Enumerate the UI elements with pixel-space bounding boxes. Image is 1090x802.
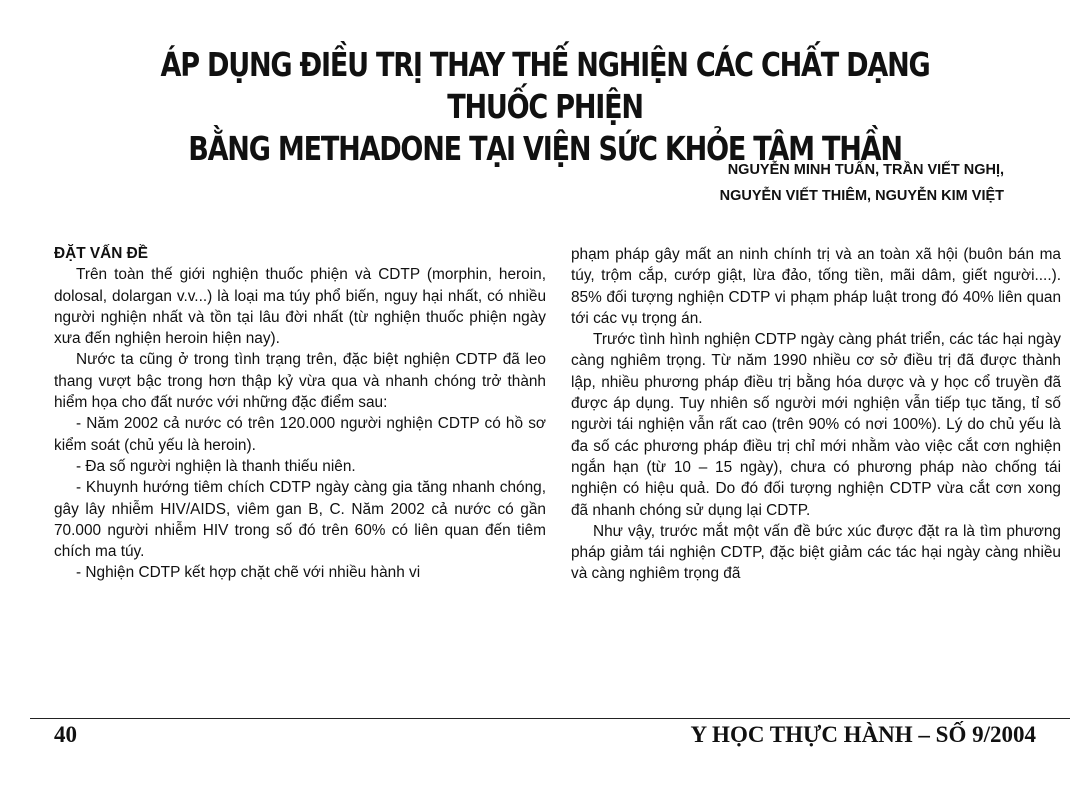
journal-name: Y HỌC THỰC HÀNH – SỐ 9/2004	[690, 722, 1036, 747]
paragraph: Như vậy, trước mắt một vấn đề bức xúc được đặt ra là tìm phương pháp giảm tái nghiện CDTP, đặc biệt giảm các tác hại ngày càng nhiều và càng nghiêm trọng đã	[571, 522, 1061, 583]
authors-line-2: NGUYỄN VIẾT THIÊM, NGUYỄN KIM VIỆT	[719, 188, 1004, 204]
section-heading: ĐẶT VẤN ĐỀ	[54, 245, 149, 262]
paragraph: Trước tình hình nghiện CDTP ngày càng phát triển, các tác hại ngày càng nghiêm trọng. Từ năm 1990 nhiều cơ sở điều trị đã được thành lập, nhiều phương pháp điều trị bằng hóa dược và y học cổ truyền đã được áp dụng. Tuy nhiên số người mới nghiện vẫn tiếp tục tăng, tỉ số người tái nghiện vẫn rất cao (trên 90% có nơi 100%). Lý do chủ yếu là đa số các phương pháp điều trị chỉ mới nhằm vào việc cắt cơn nghiện ngắn hạn (từ 10 – 15 ngày), chưa có phương pháp nào chống tái nghiện có hiệu quả. Do đó đối tượng nghiện CDTP vừa cắt cơn xong đã nhanh chóng sử dụng lại CDTP.	[571, 331, 1061, 519]
left-column	[54, 243, 546, 584]
paragraph: Trên toàn thế giới nghiện thuốc phiện và CDTP (morphin, heroin, dolosal, dolargan v.v...) là loại ma túy phổ biến, nguy hại nhất, có nhiều người nghiện nhất và tồn tại lâu đời nhất (từ nghiện thuốc phiện ngày xưa đến nghiện heroin hiện nay).	[54, 266, 546, 348]
list-item: - Năm 2002 cả nước có trên 120.000 người nghiện CDTP có hồ sơ kiểm soát (chủ yếu là heroin).	[54, 415, 546, 454]
authors-line-1: NGUYỄN MINH TUẤN, TRẦN VIẾT NGHỊ,	[727, 162, 1004, 178]
paragraph-continuation: phạm pháp gây mất an ninh chính trị và an toàn xã hội (buôn bán ma túy, trộm cắp, cướp giật, lừa đảo, tống tiền, mãi dâm, giết người....). 85% đối tượng nghiện CDTP vi phạm pháp luật trong đó 40% liên quan tới các vụ trọng án.	[571, 246, 1061, 327]
title-line-2: BẰNG METHADONE TẠI VIỆN SỨC KHỎE TÂM THẦN	[188, 129, 902, 168]
list-item: - Đa số người nghiện là thanh thiếu niên.	[76, 457, 356, 475]
list-item: - Nghiện CDTP kết hợp chặt chẽ với nhiều hành vi	[76, 564, 421, 582]
authors	[720, 157, 1004, 209]
right-column	[571, 244, 1061, 585]
list-item: - Khuynh hướng tiêm chích CDTP ngày càng gia tăng nhanh chóng, gây lây nhiễm HIV/AIDS, viêm gan B, C. Năm 2002 cả nước có gần 70.000 người nhiễm HIV trong số đó trên 60% có liên quan đến tiêm chích ma túy.	[54, 479, 546, 561]
article-title	[131, 44, 959, 170]
page-number: 40	[54, 722, 77, 747]
footer-divider	[30, 718, 1070, 719]
title-line-1: ÁP DỤNG ĐIỀU TRỊ THAY THẾ NGHIỆN CÁC CHẤT DẠNG THUỐC PHIỆN	[160, 45, 930, 126]
paragraph: Nước ta cũng ở trong tình trạng trên, đặc biệt nghiện CDTP đã leo thang vượt bậc trong hơn thập kỷ vừa qua và nhanh chóng trở thành hiểm họa cho đất nước với những đặc điểm sau:	[54, 351, 546, 412]
